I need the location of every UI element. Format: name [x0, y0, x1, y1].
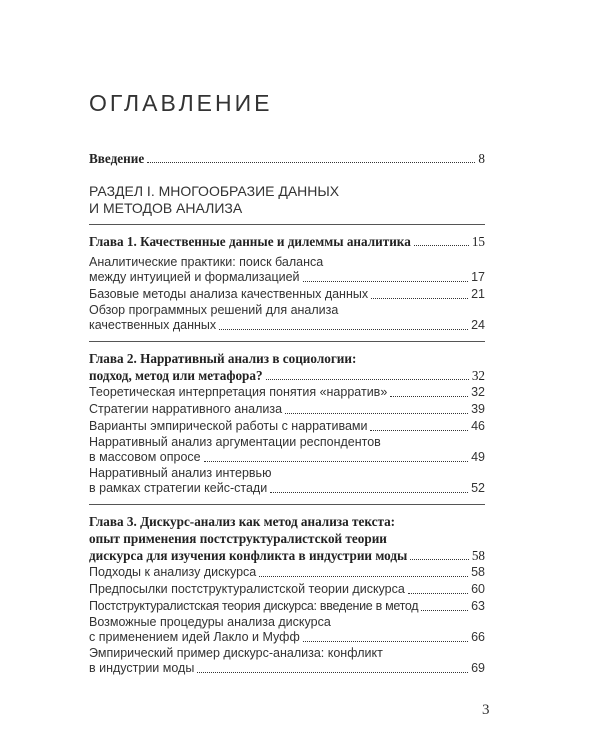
- toc-subentry[interactable]: [89, 384, 485, 401]
- leader-dots: [421, 610, 468, 611]
- toc-page-number: 39: [471, 402, 485, 416]
- leader-dots: [219, 329, 468, 330]
- toc-subentry[interactable]: Обзор программных решений для анализа: [89, 303, 339, 317]
- toc-chapter-title: дискурса для изучения конфликта в индустрии моды: [89, 548, 408, 563]
- leader-dots: [259, 576, 468, 577]
- toc-entry-label: Стратегии нарративного анализа: [89, 402, 283, 416]
- toc-entry-intro[interactable]: [89, 150, 485, 167]
- toc-chapter-title: Глава 3. Дискурс-анализ как метод анализа текста:: [89, 514, 396, 529]
- leader-dots: [410, 559, 468, 560]
- leader-dots: [303, 641, 468, 642]
- toc-page-number: 32: [471, 368, 485, 383]
- toc-subentry[interactable]: Эмпирический пример дискурс-анализа: конфликт: [89, 646, 383, 660]
- toc-page-number: 63: [471, 599, 485, 613]
- leader-dots: [266, 379, 469, 380]
- toc-page-number: 66: [471, 630, 485, 644]
- section-heading: [89, 183, 485, 217]
- toc-entry-label: качественных данных: [89, 318, 217, 332]
- toc-page-number: 46: [471, 419, 485, 433]
- leader-dots: [371, 298, 468, 299]
- toc-chapter-title: подход, метод или метафора?: [89, 368, 263, 383]
- toc-entry-label: Варианты эмпирической работы с нарративами: [89, 419, 368, 433]
- toc-entry-label: Введение: [89, 151, 145, 166]
- toc-page-number: 8: [478, 151, 485, 166]
- toc-entry-label: в индустрии моды: [89, 661, 195, 675]
- leader-dots: [285, 413, 468, 414]
- toc-page-number: 21: [471, 287, 485, 301]
- leader-dots: [414, 245, 469, 246]
- toc-subentry[interactable]: Аналитические практики: поиск баланса: [89, 255, 324, 269]
- toc-page-number: 32: [471, 385, 485, 399]
- toc-subentry[interactable]: [89, 598, 485, 615]
- toc-chapter-1[interactable]: [89, 233, 485, 250]
- toc-page-number: 69: [471, 661, 485, 675]
- toc-entry-label: Постструктуралистская теория дискурса: введение в метод: [89, 599, 419, 613]
- leader-dots: [147, 162, 475, 163]
- leader-dots: [303, 281, 469, 282]
- toc-subentry[interactable]: [89, 401, 485, 418]
- toc-entry-label: между интуицией и формализацией: [89, 270, 300, 284]
- toc-subentry[interactable]: Нарративный анализ аргументации респондентов: [89, 435, 381, 449]
- leader-dots: [390, 396, 468, 397]
- toc-entry-label: с применением идей Лакло и Муфф: [89, 630, 300, 644]
- toc-entry-label: Подходы к анализу дискурса: [89, 565, 257, 579]
- toc-page-number: 15: [471, 234, 485, 249]
- toc-subentry[interactable]: [89, 286, 485, 303]
- leader-dots: [408, 593, 468, 594]
- leader-dots: [197, 672, 468, 673]
- toc-entry-label: в массовом опросе: [89, 450, 201, 464]
- toc-page-number: 58: [471, 565, 485, 579]
- toc-subentry[interactable]: [89, 581, 485, 598]
- toc-subentry[interactable]: [89, 269, 485, 286]
- toc-chapter-2[interactable]: [89, 350, 485, 384]
- toc-subentry[interactable]: Возможные процедуры анализа дискурса: [89, 615, 331, 629]
- toc-page-number: 24: [471, 318, 485, 332]
- divider: [89, 504, 485, 505]
- toc-entry-label: в рамках стратегии кейс-стади: [89, 481, 268, 495]
- divider: [89, 224, 485, 225]
- toc-page-number: 17: [471, 270, 485, 284]
- toc-chapter-title: опыт применения постструктуралистской теории: [89, 531, 387, 546]
- toc-page-number: 60: [471, 582, 485, 596]
- leader-dots: [370, 430, 468, 431]
- page-number: 3: [482, 702, 490, 718]
- toc-subentry[interactable]: [89, 660, 485, 677]
- table-of-contents: [89, 150, 485, 677]
- section-heading-line: РАЗДЕЛ I. МНОГООБРАЗИЕ ДАННЫХ: [89, 183, 340, 199]
- leader-dots: [270, 492, 468, 493]
- toc-subentry[interactable]: Нарративный анализ интервью: [89, 466, 272, 480]
- leader-dots: [204, 461, 468, 462]
- toc-entry-label: Теоретическая интерпретация понятия «нарратив»: [89, 385, 388, 399]
- toc-subentry[interactable]: [89, 480, 485, 497]
- toc-page-number: 52: [471, 481, 485, 495]
- page-title: ОГЛАВЛЕНИЕ: [89, 90, 273, 116]
- toc-subentry[interactable]: [89, 418, 485, 435]
- toc-subentry[interactable]: [89, 317, 485, 334]
- divider: [89, 341, 485, 342]
- toc-subentry[interactable]: [89, 629, 485, 646]
- toc-chapter-3[interactable]: [89, 513, 485, 564]
- section-heading-line: И МЕТОДОВ АНАЛИЗА: [89, 200, 243, 216]
- toc-page-number: 49: [471, 450, 485, 464]
- toc-chapter-title: Глава 2. Нарративный анализ в социологии:: [89, 351, 357, 366]
- toc-subentry[interactable]: [89, 449, 485, 466]
- toc-subentry[interactable]: [89, 564, 485, 581]
- toc-chapter-title: Глава 1. Качественные данные и дилеммы аналитика: [89, 234, 411, 249]
- toc-entry-label: Базовые методы анализа качественных данных: [89, 287, 369, 301]
- toc-page-number: 58: [471, 548, 485, 563]
- toc-entry-label: Предпосылки постструктуралистской теории дискурса: [89, 582, 405, 596]
